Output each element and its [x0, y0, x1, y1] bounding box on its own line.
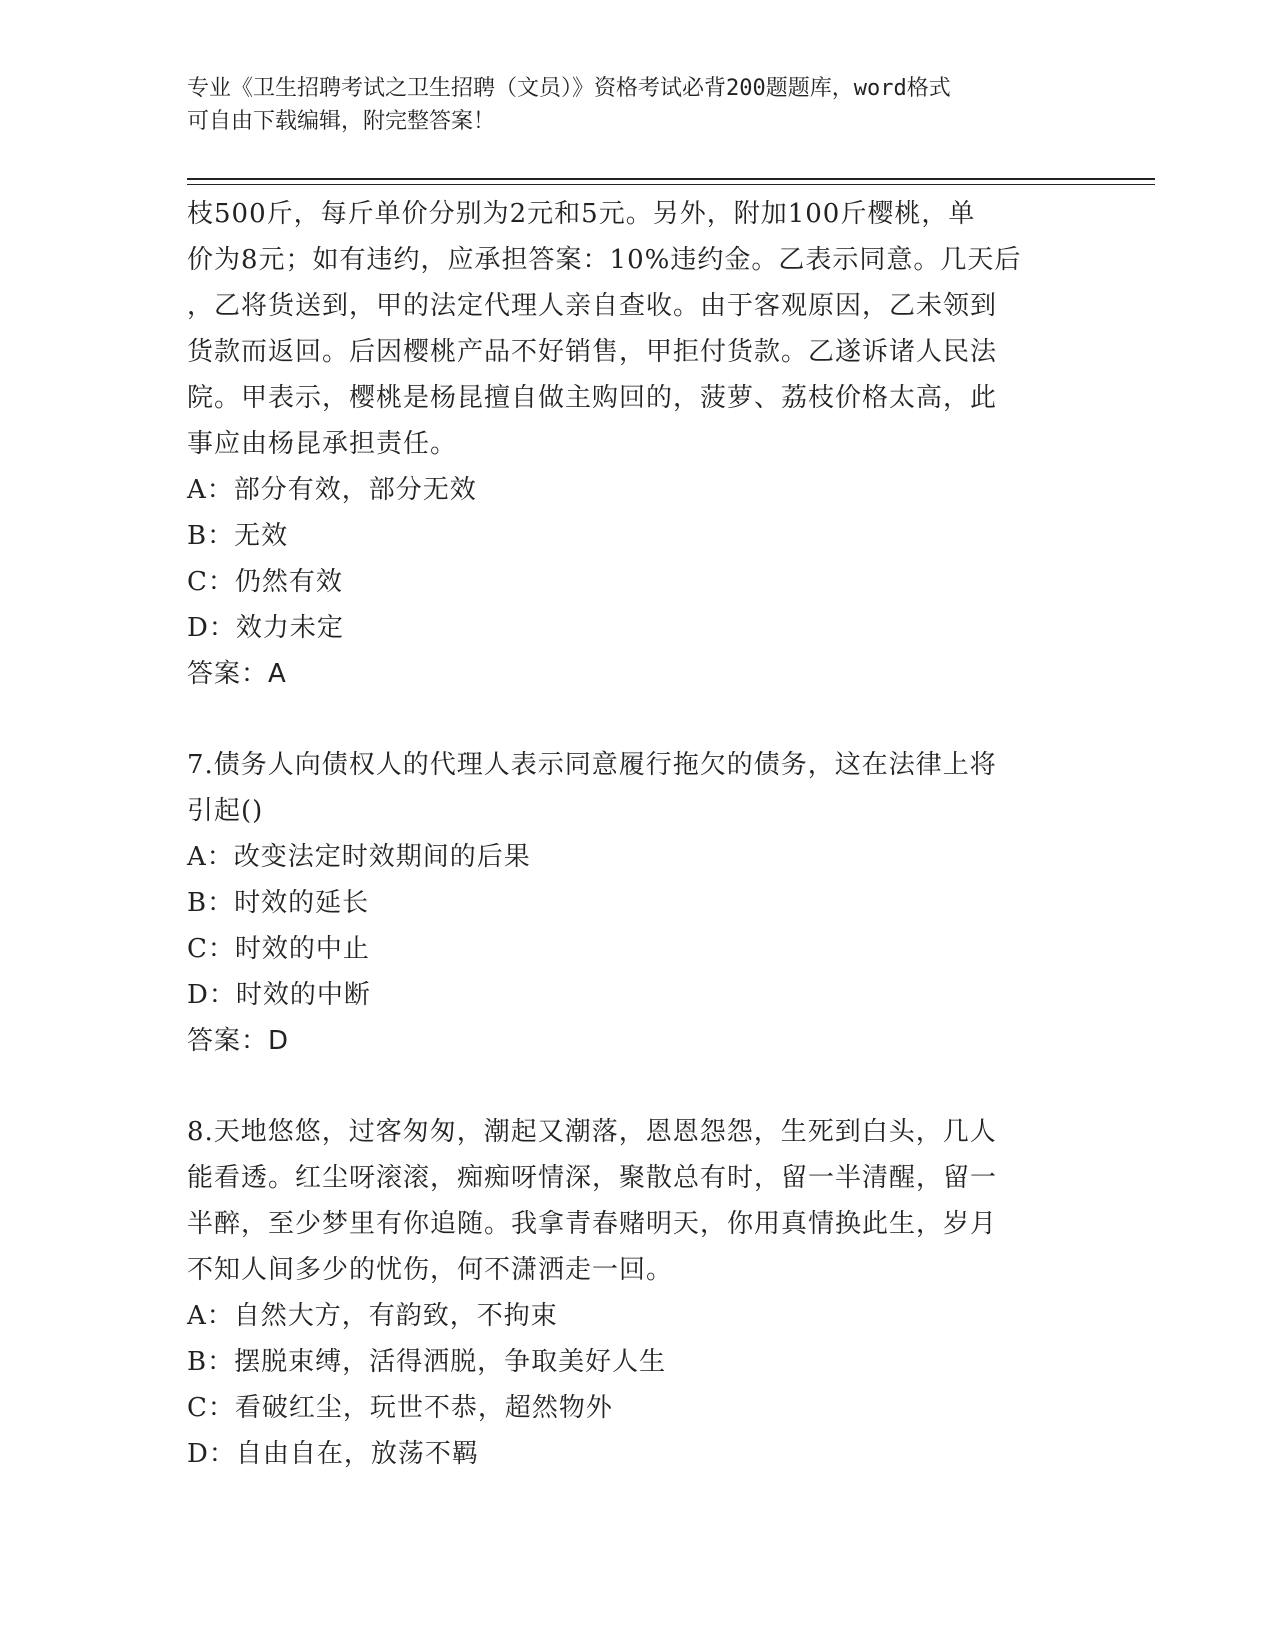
- option-c: C：时效的中止: [187, 934, 370, 964]
- option-d: D：效力未定: [187, 613, 344, 643]
- question-text-line: 院。甲表示，樱桃是杨昆擅自做主购回的，菠萝、荔枝价格太高，此: [187, 383, 998, 413]
- question-text-line: 引起(): [187, 796, 264, 826]
- option-b: B：摆脱束缚，活得洒脱，争取美好人生: [187, 1347, 667, 1377]
- option-a: A：自然大方，有韵致，不拘束: [187, 1301, 558, 1331]
- header-divider-thick: [187, 178, 1155, 180]
- question-text-line: ，乙将货送到，甲的法定代理人亲自查收。由于客观原因，乙未领到: [187, 291, 998, 321]
- question-text-line: 价为8元；如有违约，应承担答案：10%违约金。乙表示同意。几天后: [187, 245, 1022, 275]
- document-body: [187, 191, 1087, 1477]
- option-d: D：自由自在，放荡不羁: [187, 1439, 479, 1469]
- option-a: A：改变法定时效期间的后果: [187, 842, 531, 872]
- option-c: C：仍然有效: [187, 567, 343, 597]
- option-d: D：时效的中断: [187, 980, 371, 1010]
- option-b: B：无效: [187, 521, 289, 551]
- question-text-line: 8.天地悠悠，过客匆匆，潮起又潮落，恩恩怨怨，生死到白头，几人: [187, 1117, 997, 1147]
- question-text-line: 半醉，至少梦里有你追随。我拿青春赌明天，你用真情换此生，岁月: [187, 1209, 998, 1239]
- header-title-line-2: 可自由下载编辑，附完整答案！: [187, 109, 496, 134]
- question-6: [187, 191, 1087, 697]
- question-spacer: [187, 1064, 1087, 1109]
- question-text-line: 7.债务人向债权人的代理人表示同意履行拖欠的债务，这在法律上将: [187, 750, 997, 780]
- option-b: B：时效的延长: [187, 888, 370, 918]
- option-c: C：看破红尘，玩世不恭，超然物外: [187, 1393, 613, 1423]
- question-text-line: 事应由杨昆承担责任。: [187, 429, 458, 459]
- answer-line: 答案：D: [187, 1026, 290, 1056]
- question-text-line: 不知人间多少的忧伤，何不潇洒走一回。: [187, 1255, 674, 1285]
- header-divider-thin: [187, 184, 1155, 185]
- option-a: A：部分有效，部分无效: [187, 475, 477, 505]
- answer-line: 答案：A: [187, 659, 287, 689]
- document-header: [187, 72, 1087, 138]
- question-text-line: 能看透。红尘呀滚滚，痴痴呀情深，聚散总有时，留一半清醒，留一: [187, 1163, 998, 1193]
- question-text-line: 枝500斤，每斤单价分别为2元和5元。另外，附加100斤樱桃，单: [187, 199, 976, 229]
- question-spacer: [187, 697, 1087, 742]
- header-title-line-1: 专业《卫生招聘考试之卫生招聘（文员）》资格考试必背200题题库，word格式: [187, 76, 951, 101]
- question-text-line: 货款而返回。后因樱桃产品不好销售，甲拒付货款。乙遂诉诸人民法: [187, 337, 998, 367]
- question-8: [187, 1109, 1087, 1477]
- question-7: [187, 742, 1087, 1064]
